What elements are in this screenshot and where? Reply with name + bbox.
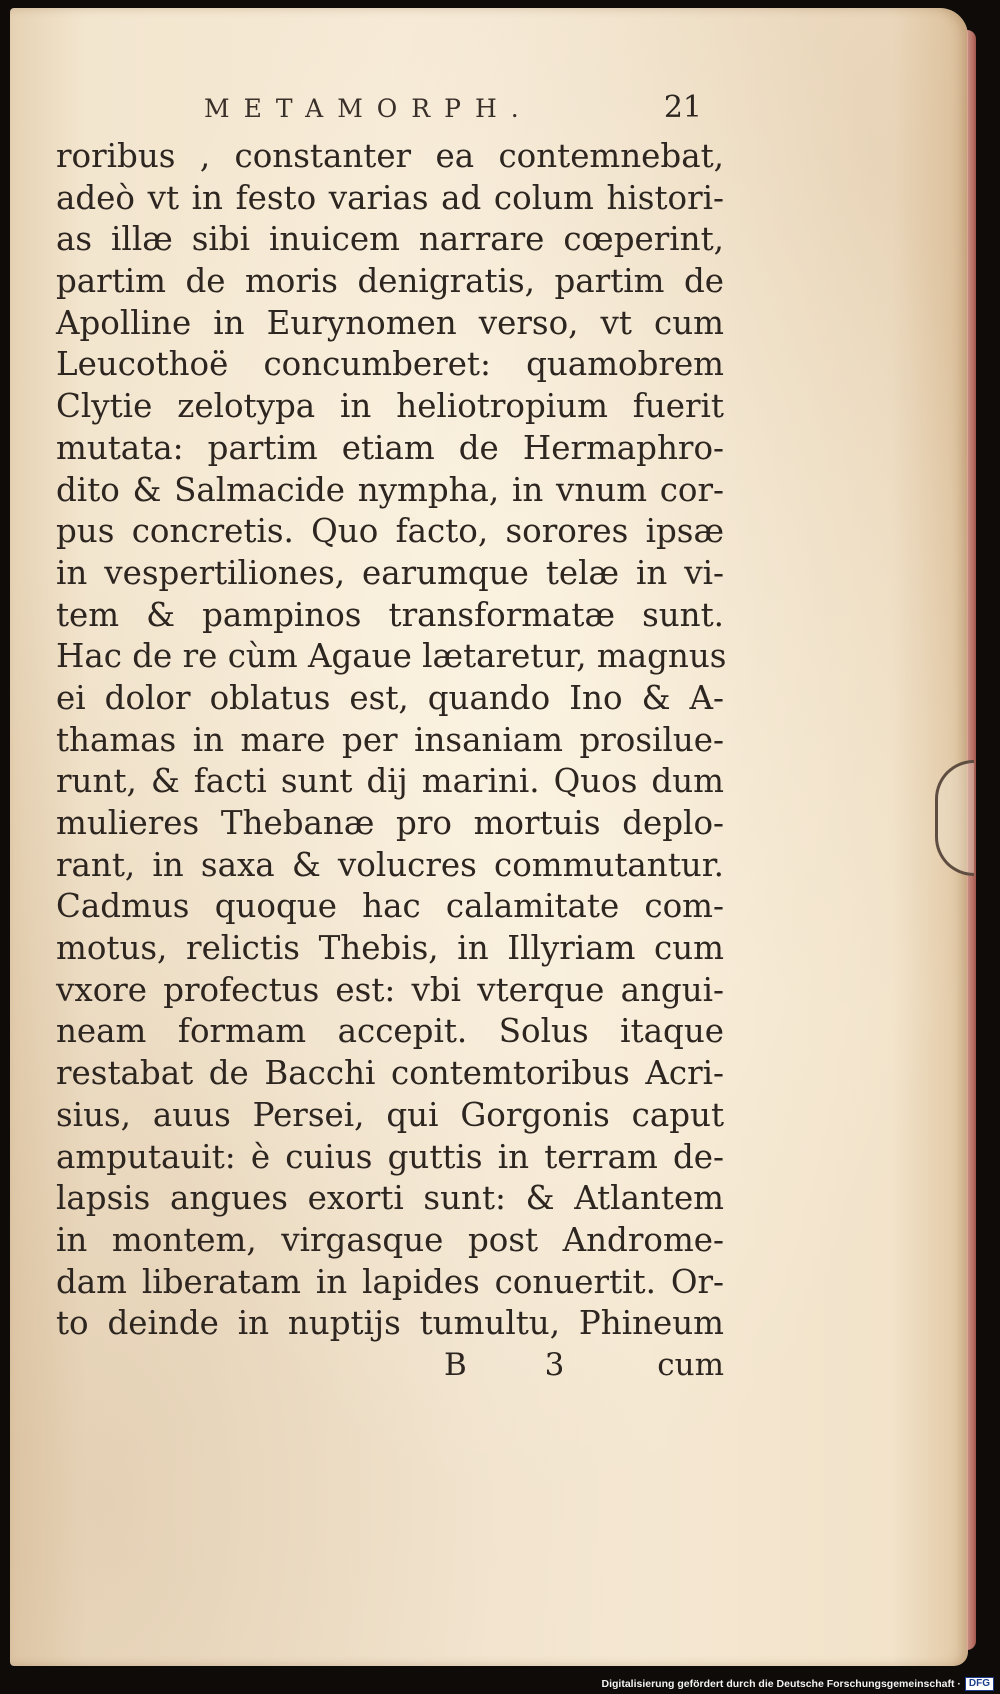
page-footer [56,1347,724,1393]
text-line: sius, auus Persei, qui Gorgonis caput [56,1095,724,1134]
text-line: partim de moris denigratis, partim de [56,262,724,301]
book-page [10,8,968,1666]
text-line: ei dolor oblatus est, quando Ino & A- [56,678,724,717]
text-line: thamas in mare per insaniam prosilue- [56,720,724,759]
dfg-logo: DFG [965,1677,994,1691]
page-number: 21 [663,90,702,125]
text-line: motus, relictis Thebis, in Illyriam cum [56,929,724,968]
running-title: METAMORPH. [204,94,533,123]
text-line: in montem, virgasque post Androme- [56,1220,724,1259]
text-line: mutata: partim etiam de Hermaphro- [56,428,724,467]
text-line: roribus , constanter ea contemnebat, [56,137,724,175]
text-line: Hac de re cùm Agaue lætaretur, magnus [56,637,727,676]
page-header [56,90,724,134]
text-line: lapsis angues exorti sunt: & Atlantem [56,1179,724,1218]
text-line: adeò vt in festo varias ad colum histori- [56,178,724,217]
text-line: vxore profectus est: vbi vterque angui- [56,970,724,1009]
credit-text: Digitalisierung gefördert durch die Deutsche Forschungsgemeinschaft · [601,1678,961,1690]
text-line: Leucothoë concumberet: quamobrem [56,345,724,384]
text-line: amputauit: è cuius guttis in terram de- [56,1137,724,1176]
signature-mark: B 3 [444,1346,599,1383]
text-line: Cadmus quoque hac calamitate com- [56,887,724,926]
text-line: runt, & facti sunt dij marini. Quos dum [56,762,724,801]
text-line: dam liberatam in lapides conuertit. Or- [56,1262,724,1301]
body-text [56,136,727,1345]
catchword: cum [657,1346,724,1383]
clasp-icon [935,760,974,876]
digitization-credit [602,1677,995,1691]
text-line: Apolline in Eurynomen verso, vt cum [56,303,724,342]
text-line: Clytie zelotypa in heliotropium fuerit [56,387,724,426]
text-line: dito & Salmacide nympha, in vnum cor- [56,470,724,509]
text-line: in vespertiliones, earumque telæ in vi- [56,553,724,592]
text-line: neam formam accepit. Solus itaque [56,1012,724,1051]
text-line: pus concretis. Quo facto, sorores ipsæ [56,512,724,551]
text-line: mulieres Thebanæ pro mortuis deplo- [56,804,724,842]
text-line: to deinde in nuptijs tumultu, Phineum [56,1304,724,1343]
text-line: as illæ sibi inuicem narrare cœperint, [56,220,724,259]
text-line: restabat de Bacchi contemtoribus Acri- [56,1054,724,1093]
text-block [56,90,727,1393]
text-line: tem & pampinos transformatæ sunt. [56,595,724,634]
text-line: rant, in saxa & volucres commutantur. [56,845,724,884]
